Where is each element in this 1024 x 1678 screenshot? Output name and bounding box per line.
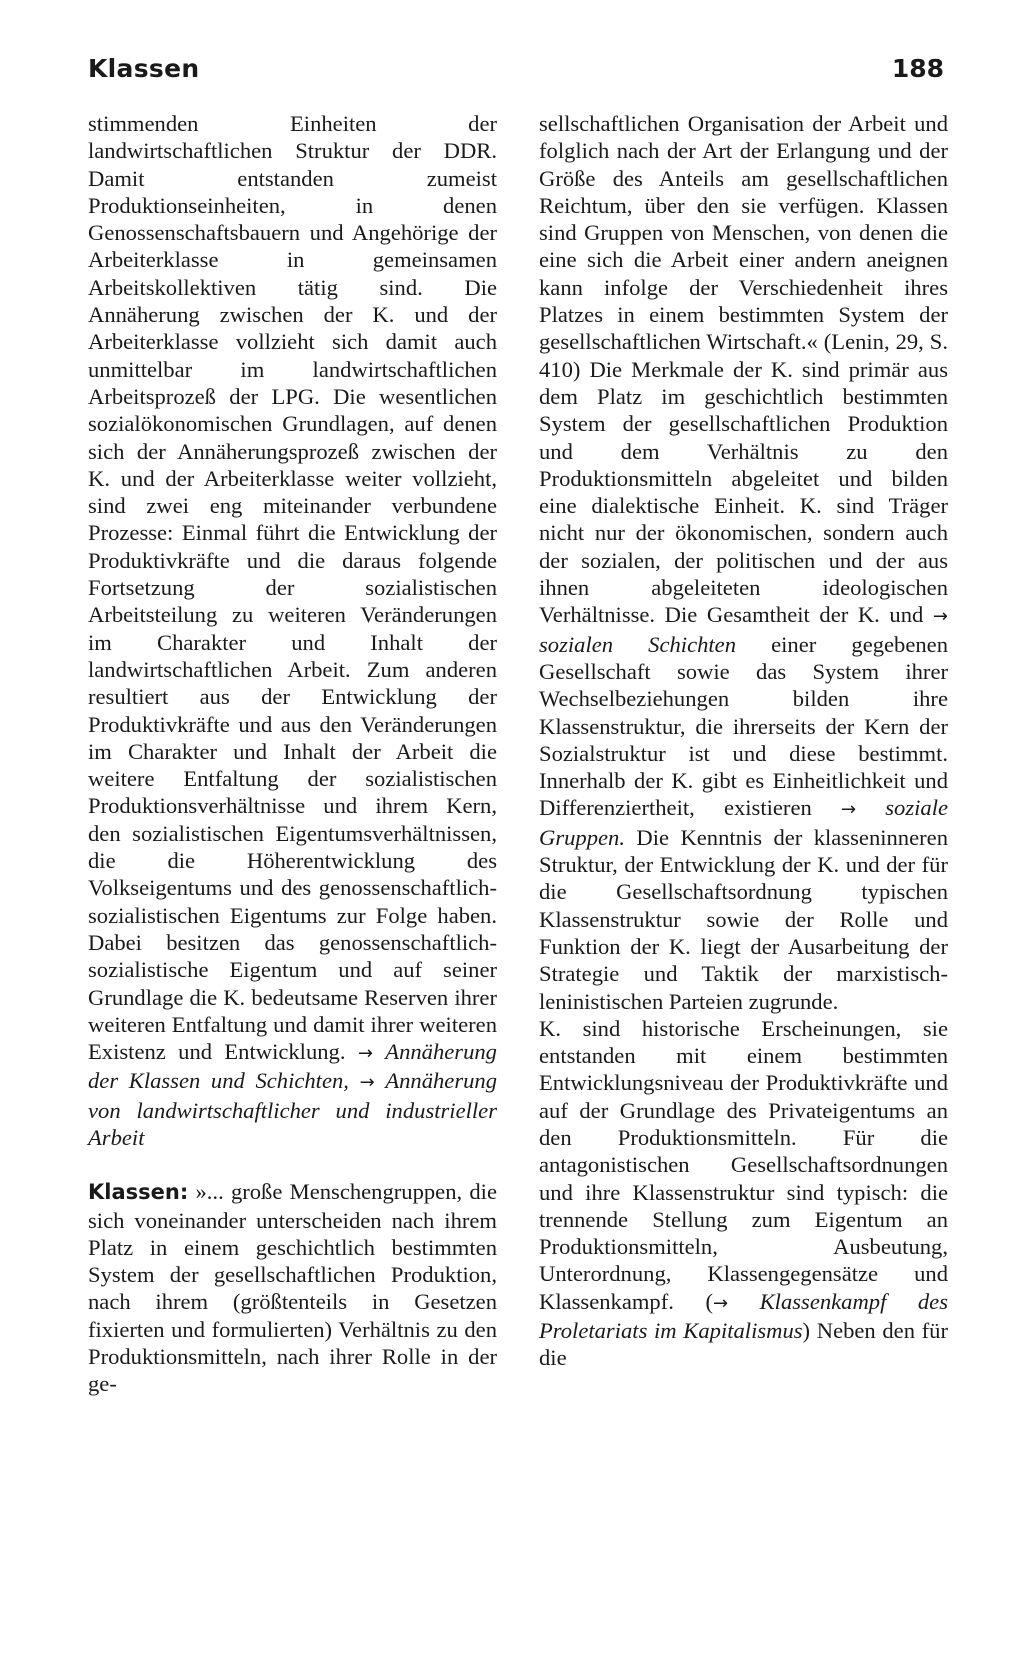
body-text: Neben den für die — [539, 1318, 948, 1371]
body-text: einer gegebenen Gesellschaft sowie das System ihrer Wechselbeziehungen bilden ihre Klassenstruktur, die ihrerseits der Kern der Sozialstruktur ist und diese bestimmt. Innerhalb der K. gibt es Einheitlichkeit und Differenziertheit, existieren — [539, 631, 948, 821]
body-text: stimmenden Einheiten der landwirtschaftlichen Struktur der DDR. Damit entstanden zumeist Produktionseinheiten, in denen Genossenschaftsbauern und Angehörige der Arbeiterklasse in gemeinsamen Arbeitskollektiven tätig sind. Die Annäherung zwischen der K. und der Arbeiterklasse vollzieht sich damit auch unmittelbar im landwirtschaftlichen Arbeitsprozeß der LPG. Die wesentlichen sozialökonomischen Grundlagen, auf denen sich der Annäherungsprozeß zwischen der K. und der Arbeiterklasse weiter vollzieht, sind zwei eng miteinander verbundene Prozesse: Einmal führt die Entwicklung der Produktivkräfte und die daraus folgende Fortsetzung der sozialistischen Arbeitsteilung zu weiteren Veränderungen im Charakter und Inhalt der landwirtschaftlichen Arbeit. Zum anderen resultiert aus der Entwicklung der Produktivkräfte und aus den Veränderungen im Charakter und Inhalt der Arbeit die weitere Entfaltung der sozialistischen Produktionsverhältnisse und ihrem Kern, den sozialistischen Eigentumsverhältnissen, die die Höherentwicklung des Volkseigentums und des genossenschaftlich-sozialistischen Eigentums zur Folge haben. Dabei besitzen das genossenschaftlich-sozialistische Eigentum und auf seiner Grundlage die K. bedeutsame Reserven ihrer weiteren Entfaltung und damit ihrer weiteren Existenz und Entwicklung. — [88, 111, 497, 1065]
body-text: sellschaftlichen Organisation der Arbeit und folglich nach der Art der Erlangung und der Größe des Anteils am gesellschaftlichen Reichtum, über den sie verfügen. Klassen sind Gruppen von Menschen, von denen die eine sich die Arbeit einer andern aneignen kann infolge der Verschiedenheit ihres Platzes in einem bestimmten System der gesellschaftlichen Wirtschaft.« (Lenin, 29, S. 410) Die Merkmale der K. sind primär aus dem Platz im geschichtlich bestimmten System der gesellschaftlichen Produktion und dem Verhältnis zu den Produktionsmitteln abgeleitet und bilden eine dialektische Einheit. K. sind Träger nicht nur der ökonomischen, sondern auch der sozialen, der politischen und der aus ihnen abgeleiteten ideologischen Verhältnisse. Die Gesamtheit der K. und — [539, 111, 948, 628]
paragraph-history — [539, 1015, 948, 1372]
cross-reference-arrow: → — [712, 1292, 729, 1314]
page-header — [88, 54, 944, 94]
cross-reference-link[interactable]: Annäherung der Klassen und Schichten, — [88, 1039, 497, 1094]
entry-headword: Klassen: — [88, 1180, 189, 1205]
body-text: K. sind historische Erscheinungen, sie entstanden mit einem bestimmten Entwicklungsniveau der Produktivkräfte und auf der Grundlage des Privateigentums an den Produktionsmitteln. Für die antagonistischen Gesellschaftsordnungen und ihre Klassenstruktur sind typisch: die trennende Stellung zum Eigentum an Produktionsmitteln, Ausbeutung, Unterordnung, Klassengegensätze und Klassenkampf. — [539, 1015, 948, 1314]
right-column — [539, 110, 948, 1372]
entry-klassen — [88, 1178, 497, 1397]
body-text: »... große Menschengruppen, die sich voneinander unterscheiden nach ihrem Platz in einem geschichtlich bestimmten System der gesellschaftlichen Produktion, nach ihrem (größtenteils in Gesetzen fixierten und formulierten) Verhältnis zu den Produktionsmitteln, nach ihrer Rolle in der ge- — [88, 1179, 497, 1397]
cross-reference-arrow: → — [357, 1043, 373, 1065]
cross-reference-arrow: → — [359, 1072, 375, 1094]
cross-reference-link[interactable]: Klassenkampf des Proletariats im Kapitalismus — [539, 1288, 948, 1344]
cross-reference-arrow: → — [932, 606, 948, 628]
page-number: 188 — [891, 54, 944, 83]
cross-reference-link[interactable]: sozialen Schichten — [539, 631, 736, 657]
cross-reference-link[interactable]: Annäherung von landwirtschaftlicher und industrieller Arbeit — [88, 1068, 498, 1150]
running-head: Klassen — [88, 54, 200, 83]
parenthesis-close: ) — [802, 1318, 811, 1344]
paragraph-definition — [539, 110, 948, 1015]
paragraph-continuation — [88, 110, 497, 1151]
left-column — [88, 110, 497, 1398]
cross-reference-arrow: → — [840, 799, 857, 821]
body-text: Die Kenntnis der klasseninneren Struktur, der Entwicklung der K. und der für die Gesellschaftsordnung typischen Klassenstruktur sowie der Rolle und Funktion der K. liegt der Ausarbeitung der Strategie und Taktik der marxistisch-leninistischen Parteien zugrunde. — [539, 824, 948, 1014]
cross-reference-link[interactable]: soziale Gruppen. — [539, 795, 949, 850]
parenthesis-open: ( — [705, 1288, 713, 1314]
